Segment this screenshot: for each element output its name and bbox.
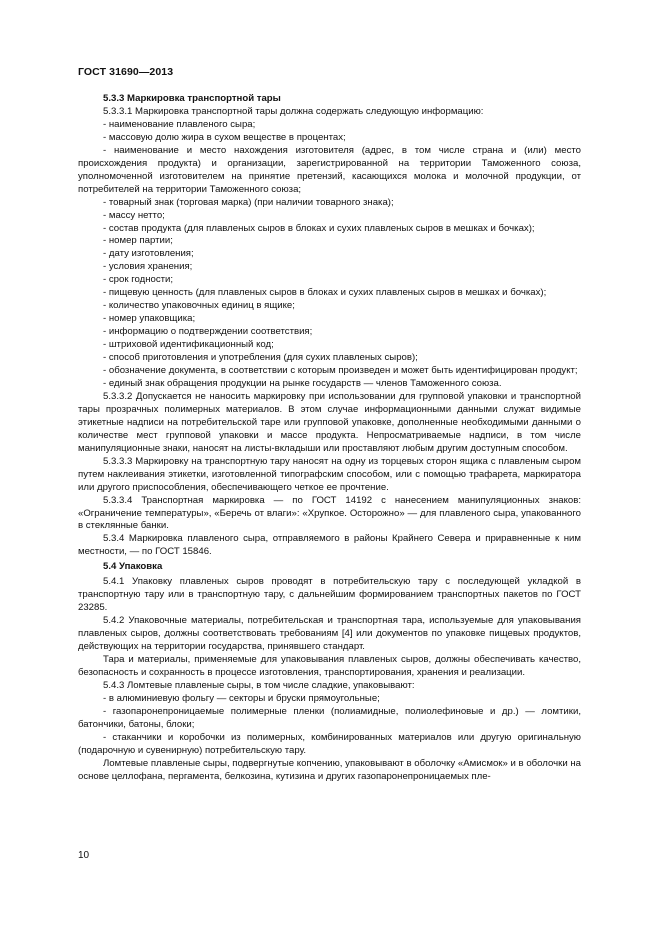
list-item: - номер упаковщика; (103, 313, 196, 325)
list-item: - массу нетто; (103, 209, 165, 221)
marking-requirements-list (78, 119, 581, 391)
list-item: - товарный знак (торговая марка) (при наличии товарного знака); (103, 196, 394, 208)
list-item: - стаканчики и коробочки из полимерных, комбинированных материалов или другую оригинальную (подарочную и сувенирную) потребительскую тару. (78, 731, 581, 756)
packaging-list (78, 693, 581, 758)
paragraph-5-4-1: 5.4.1 Упаковку плавленых сыров проводят в потребительскую тару с последующей укладкой в транспортную тару или в транспортную тару, с дальнейшим формированием транспортных пакетов по ГОСТ 23285. (78, 576, 581, 614)
list-item: - условия хранения; (103, 261, 193, 273)
paragraph-5-4-2-continued: Тара и материалы, применяемые для упаковывания плавленых сыров, должны обеспечивать качество, безопасность и сохранность в процессе изготовления, транспортирования, хранения и реализации. (78, 653, 581, 678)
list-item: - состав продукта (для плавленых сыров в блоках и сухих плавленых сыров в мешках и бочках); (103, 222, 535, 234)
paragraph-5-3-3-4: 5.3.3.4 Транспортная маркировка — по ГОСТ 14192 с нанесением манипуляционных знаков: «Ограничение температуры», «Беречь от влаги»: «Хрупкое. Осторожно» — для плавленого сыра, упакованного в стеклянные банки. (78, 494, 581, 532)
list-item: - номер партии; (103, 235, 173, 247)
list-item: - обозначение документа, в соответствии с которым произведен и может быть идентифицирован продукт; (103, 365, 578, 377)
section-heading-5-3-3: 5.3.3 Маркировка транспортной тары (103, 93, 281, 104)
paragraph-5-3-3-1: 5.3.3.1 Маркировка транспортной тары должна содержать следующую информацию: (103, 105, 484, 117)
paragraph-5-4-2: 5.4.2 Упаковочные материалы, потребительская и транспортная тара, используемые для упаковывания плавленых сыров, должны соответствовать требованиям [4] или документов по упаковке пищевых продуктов, действующих на территории государства, принявшего стандарт. (78, 615, 581, 653)
paragraph-smoked-cheese: Ломтевые плавленые сыры, подвергнутые копчению, упаковывают в оболочку «Амисмок» и в оболочки на основе целлофана, пергамента, белкозина, кутизина и других газопаронепроницаемых пле- (78, 757, 581, 782)
list-item: - массовую долю жира в сухом веществе в процентах; (103, 131, 346, 143)
paragraph-5-3-3-2: 5.3.3.2 Допускается не наносить маркировку при использовании для групповой упаковки и транспортной тары прозрачных полимерных материалов. В этом случае информационными данными служат видимые этикетные надписи на потребительской таре или групповой упаковке, дополненные необходимыми данными о количестве мест групповой упаковки и массе продукта. Непросматриваемые надписи, в том числе манипуляционные знаки, наносят на листы-вкладыши или проставляют любым другим доступным способом. (78, 390, 581, 454)
list-item: - количество упаковочных единиц в ящике; (103, 300, 295, 312)
list-item: - в алюминиевую фольгу — секторы и бруски прямоугольные; (103, 692, 380, 704)
paragraph-5-3-4: 5.3.4 Маркировка плавленого сыра, отправляемого в районы Крайнего Севера и приравненные к ним местности, — по ГОСТ 15846. (78, 533, 581, 558)
paragraph-5-4-3: 5.4.3 Ломтевые плавленые сыры, в том числе сладкие, упаковывают: (103, 679, 415, 691)
list-item: - дату изготовления; (103, 248, 194, 260)
section-heading-5-4: 5.4 Упаковка (103, 561, 163, 573)
list-item: - срок годности; (103, 274, 174, 286)
list-item: - наименование плавленого сыра; (103, 118, 256, 130)
document-body (78, 93, 581, 784)
list-item: - информацию о подтверждении соответствия; (103, 326, 313, 338)
list-item: - штриховой идентификационный код; (103, 339, 274, 351)
list-item: - газопаронепроницаемые полимерные пленки (полиамидные, полиолефиновые и др.) — ломтики, батончики, батоны, блоки; (78, 705, 581, 730)
list-item: - наименование и место нахождения изготовителя (адрес, в том числе страна и (или) место происхождения продукта) и организации, зарегистрированной на территории Таможенного союза, уполномоченной изготовителем на принятие претензий, касающихся молока и молочной продукции, от потребителей на территории Таможенного союза; (78, 144, 581, 195)
list-item: - пищевую ценность (для плавленых сыров в блоках и сухих плавленых сыров в мешках и бочках); (103, 287, 547, 299)
paragraph-5-3-3-3: 5.3.3.3 Маркировку на транспортную тару наносят на одну из торцевых сторон ящика с плавленым сыром путем наклеивания этикетки, изготовленной типографским способом, или с помощью трафарета, маркиратора или другого приспособления, обеспечивающего четкое ее прочтение. (78, 455, 581, 493)
list-item: - единый знак обращения продукции на рынке государств — членов Таможенного союза. (103, 377, 502, 389)
list-item: - способ приготовления и употребления (для сухих плавленых сыров); (103, 352, 418, 364)
document-header: ГОСТ 31690—2013 (78, 66, 174, 78)
page-number: 10 (78, 850, 90, 861)
